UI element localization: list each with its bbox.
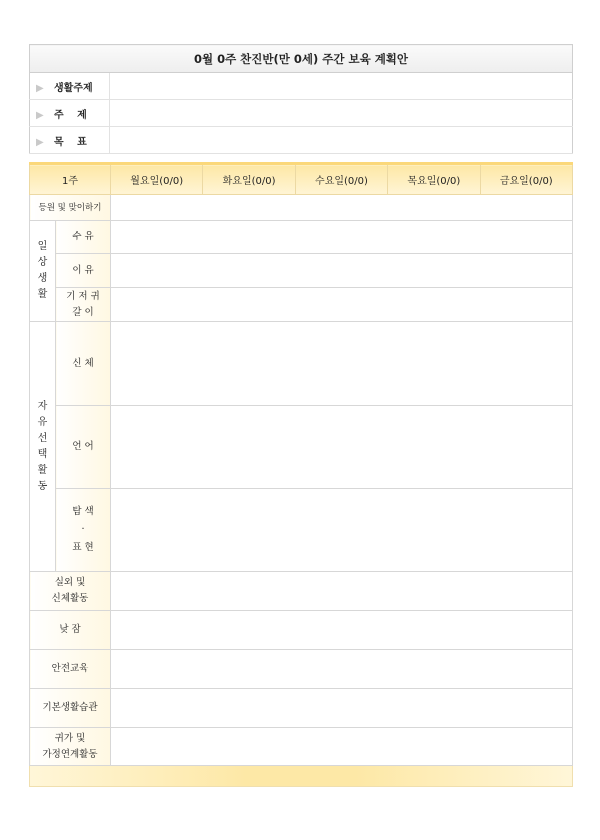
language-cell[interactable] bbox=[111, 406, 573, 489]
weaning-cell[interactable] bbox=[111, 254, 573, 288]
physical-cell[interactable] bbox=[111, 322, 573, 406]
free-play-group-label: 자 유 선 택 활 동 bbox=[30, 322, 56, 572]
safety-cell[interactable] bbox=[111, 650, 573, 689]
topic-label: 주 제 bbox=[54, 109, 87, 121]
nap-label: 낮 잠 bbox=[30, 611, 111, 650]
diaper-cell[interactable] bbox=[111, 288, 573, 322]
diaper-label: 기 저 귀 갈 이 bbox=[56, 288, 111, 322]
row-safety bbox=[30, 650, 573, 689]
weekly-plan-sheet bbox=[29, 44, 573, 787]
play-arrow-icon: ▶ bbox=[36, 82, 44, 94]
weaning-label: 이 유 bbox=[56, 254, 111, 288]
life-theme-field[interactable] bbox=[110, 73, 573, 100]
language-label: 언 어 bbox=[56, 406, 111, 489]
row-habits bbox=[30, 689, 573, 728]
page-title: 0월 0주 찬진반(만 0세) 주간 보육 계획안 bbox=[30, 45, 573, 73]
life-theme-label: 생활주제 bbox=[54, 82, 93, 94]
goal-field[interactable] bbox=[110, 127, 573, 154]
row-nap bbox=[30, 611, 573, 650]
play-arrow-icon: ▶ bbox=[36, 109, 44, 121]
row-explore bbox=[30, 489, 573, 572]
feeding-cell[interactable] bbox=[111, 221, 573, 254]
explore-express-label: 탐 색 · 표 현 bbox=[56, 489, 111, 572]
day-header-fri: 금요일(0/0) bbox=[480, 164, 572, 195]
schedule-header-row bbox=[30, 164, 573, 195]
plan-header-table bbox=[29, 44, 573, 154]
day-header-mon: 월요일(0/0) bbox=[111, 164, 203, 195]
week-label: 1주 bbox=[30, 164, 111, 195]
row-diaper bbox=[30, 288, 573, 322]
schedule-table bbox=[29, 162, 573, 766]
arrival-cell[interactable] bbox=[111, 195, 573, 221]
day-header-tue: 화요일(0/0) bbox=[203, 164, 295, 195]
outdoor-label: 실외 및 신체활동 bbox=[30, 572, 111, 611]
footer-bar bbox=[29, 766, 573, 787]
header-row-topic bbox=[30, 100, 573, 127]
outdoor-cell[interactable] bbox=[111, 572, 573, 611]
row-outdoor bbox=[30, 572, 573, 611]
goal-label: 목 표 bbox=[54, 136, 87, 148]
header-row-goal bbox=[30, 127, 573, 154]
day-header-wed: 수요일(0/0) bbox=[295, 164, 387, 195]
row-arrival bbox=[30, 195, 573, 221]
topic-field[interactable] bbox=[110, 100, 573, 127]
arrival-label: 등원 및 맞이하기 bbox=[30, 195, 111, 221]
physical-label: 신 체 bbox=[56, 322, 111, 406]
day-header-thu: 목요일(0/0) bbox=[388, 164, 480, 195]
row-feeding bbox=[30, 221, 573, 254]
nap-cell[interactable] bbox=[111, 611, 573, 650]
header-row-life-theme bbox=[30, 73, 573, 100]
row-language bbox=[30, 406, 573, 489]
habits-cell[interactable] bbox=[111, 689, 573, 728]
explore-express-cell[interactable] bbox=[111, 489, 573, 572]
row-physical bbox=[30, 322, 573, 406]
row-home bbox=[30, 728, 573, 766]
home-cell[interactable] bbox=[111, 728, 573, 766]
habits-label: 기본생활습관 bbox=[30, 689, 111, 728]
safety-label: 안전교육 bbox=[30, 650, 111, 689]
home-label: 귀가 및 가정연계활동 bbox=[30, 728, 111, 766]
feeding-label: 수 유 bbox=[56, 221, 111, 254]
row-weaning bbox=[30, 254, 573, 288]
play-arrow-icon: ▶ bbox=[36, 136, 44, 148]
daily-life-group-label: 일 상 생 활 bbox=[30, 221, 56, 322]
